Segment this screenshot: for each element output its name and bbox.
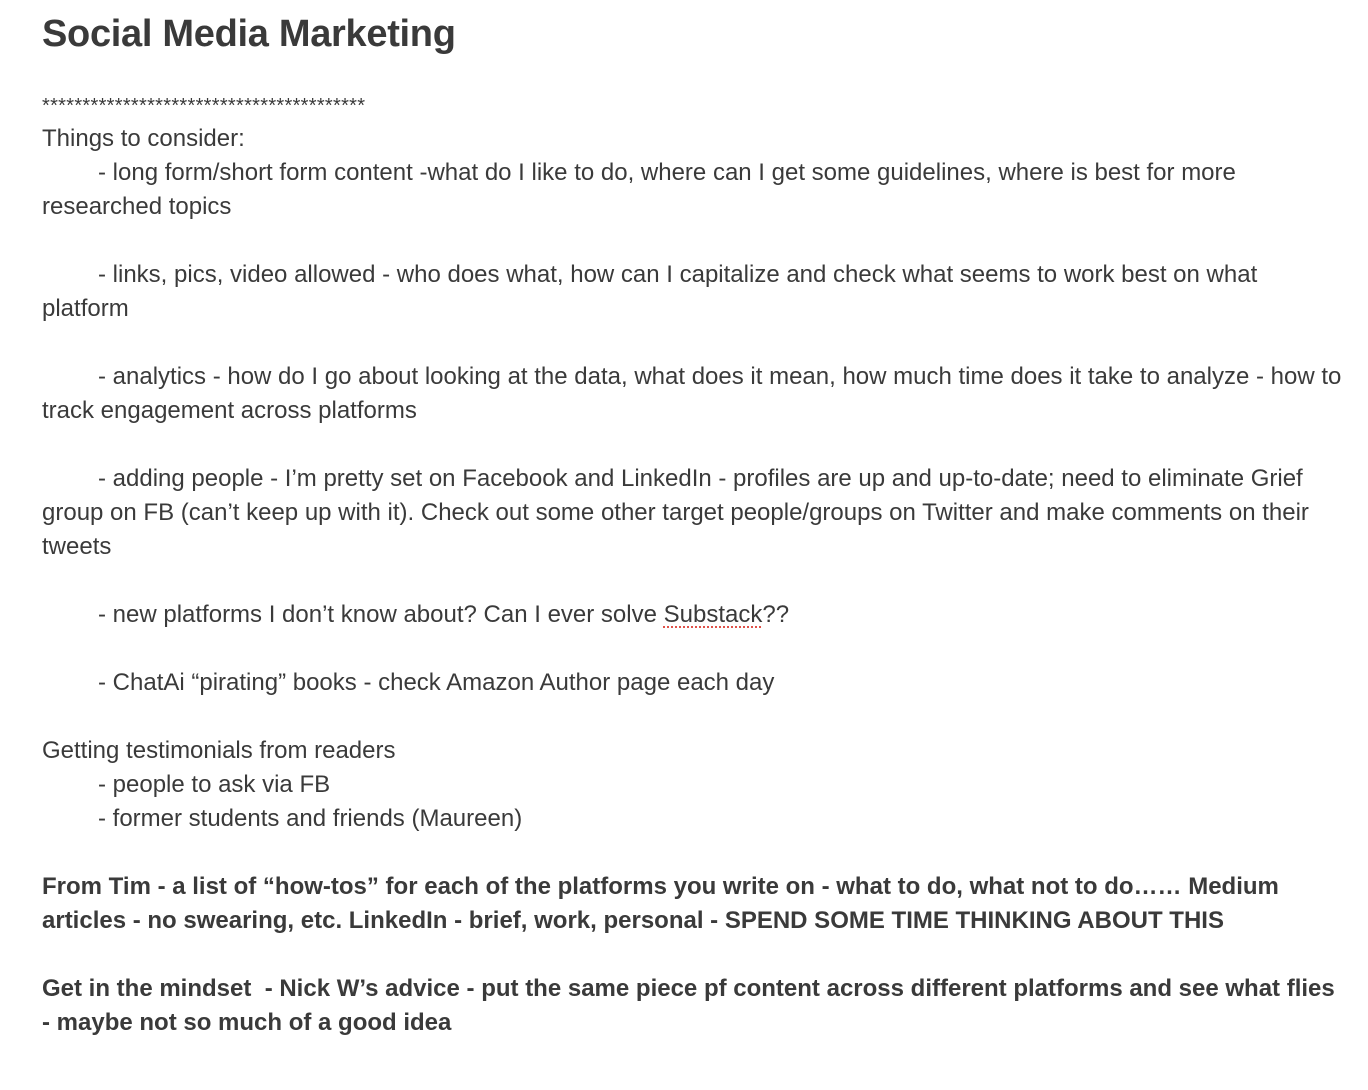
- consider-item-text: - ChatAi “pirating” books - check Amazon Author page each day: [98, 669, 775, 696]
- blank-line: [42, 326, 1342, 360]
- blank-line: [42, 836, 1342, 870]
- consider-item-text: - new platforms I don’t know about? Can I ever solve: [98, 601, 664, 628]
- consider-item-text: - adding people - I’m pretty set on Facebook and LinkedIn - profiles are up and up-to-date; need to eliminate Grief group on FB (can’t keep up with it). Check out some other target people/groups on Twitter and make comments on their tweets: [42, 465, 1316, 560]
- consider-item-text: - long form/short form content -what do I like to do, where can I get some guidelines, where is best for more researched topics: [42, 159, 1243, 220]
- consider-heading: Things to consider:: [42, 125, 245, 152]
- misspelled-word[interactable]: Substack: [663, 601, 763, 628]
- testimonials-heading: Getting testimonials from readers: [42, 737, 396, 764]
- note-body[interactable]: [42, 10, 1349, 1040]
- blank-line: [42, 938, 1342, 972]
- mindset-note: Get in the mindset - Nick W’s advice - put the same piece pf content across different platforms and see what flies - maybe not so much of a good idea: [42, 975, 1342, 1036]
- blank-line: [42, 700, 1342, 734]
- blank-line: [42, 632, 1342, 666]
- note-title: Social Media Marketing: [42, 13, 456, 55]
- consider-item-adding-people: [42, 462, 1342, 564]
- consider-item-media: [42, 258, 1342, 326]
- testimonial-item: [42, 768, 1342, 802]
- tim-note: From Tim - a list of “how-tos” for each of the platforms you write on - what to do, what not to do…… Medium articles - no swearing, etc. LinkedIn - brief, work, personal - SPEND SOME TIME THINKING ABOUT THIS: [42, 873, 1286, 934]
- consider-item-chatai: [42, 666, 1342, 700]
- consider-item-text: - analytics - how do I go about looking at the data, what does it mean, how much time does it take to analyze - how to track engagement across platforms: [42, 363, 1349, 424]
- testimonial-item-text: - people to ask via FB: [98, 771, 331, 798]
- testimonial-item-text: - former students and friends (Maureen): [98, 805, 523, 832]
- consider-item-long-form: [42, 156, 1342, 224]
- blank-line: [42, 428, 1342, 462]
- consider-item-analytics: [42, 360, 1349, 428]
- consider-item-text: ??: [762, 601, 790, 628]
- consider-item-new-platforms: [42, 598, 1342, 632]
- blank-line: [42, 564, 1342, 598]
- consider-item-text: - links, pics, video allowed - who does what, how can I capitalize and check what seems to work best on what platform: [42, 261, 1264, 322]
- separator-stars: ****************************************: [42, 95, 366, 117]
- testimonial-item: [42, 802, 1342, 836]
- blank-line: [42, 224, 1342, 258]
